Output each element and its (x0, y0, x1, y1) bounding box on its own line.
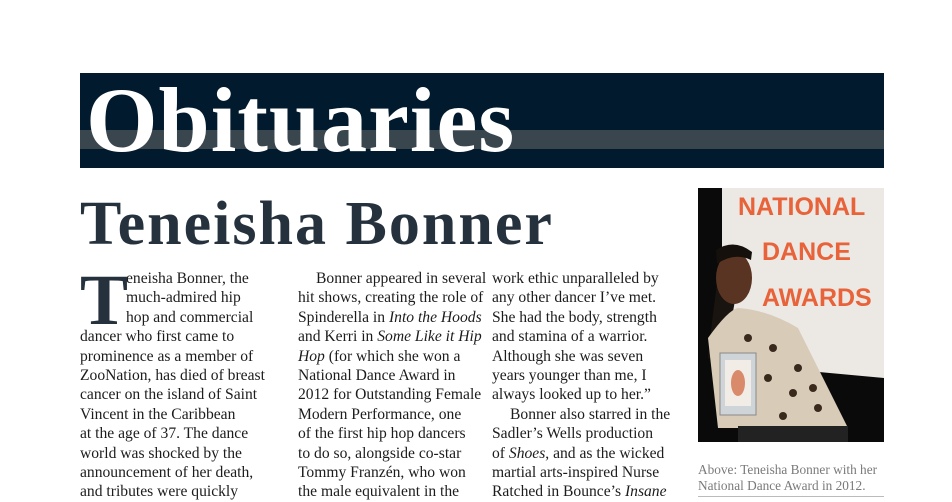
text-line (492, 482, 667, 501)
text-segment: announcement of her death, (80, 463, 254, 481)
text-segment: at the age of 37. The dance (80, 425, 249, 443)
text-segment: much-admired hip (126, 289, 241, 307)
text-segment: Tommy Franzén, who won (298, 463, 466, 481)
caption-divider (698, 496, 884, 497)
text-line (80, 463, 285, 482)
italic-title: Into the Hoods (388, 308, 482, 326)
text-line (80, 482, 285, 501)
text-line (298, 347, 473, 366)
text-segment: hit shows, creating the role of (298, 289, 484, 307)
text-segment: hop and commercial (126, 308, 254, 326)
text-line (492, 424, 667, 443)
text-line (80, 444, 285, 463)
text-line (492, 308, 667, 327)
italic-title: Hop (298, 347, 325, 365)
text-line (298, 405, 473, 424)
text-line (298, 385, 482, 404)
photo-caption: Above: Teneisha Bonner with her National Dance Award in 2012. (698, 462, 878, 493)
text-segment: 2012 for Outstanding Female (298, 386, 482, 404)
sign-text: DANCE (762, 238, 851, 266)
text-line (298, 308, 482, 327)
text-segment: Bonner also starred in the (510, 405, 671, 423)
section-banner (80, 73, 884, 168)
text-segment: Ratched in Bounce’s (492, 483, 625, 501)
sign-text: NATIONAL (738, 193, 866, 221)
text-line (80, 347, 285, 366)
text-segment: Spinderella in (298, 308, 389, 326)
text-segment: and Kerri in (298, 328, 378, 346)
text-segment: of (492, 444, 509, 462)
italic-title: Insane (624, 483, 667, 501)
text-segment: of the first hip hop dancers (298, 425, 466, 443)
text-segment: (for which she won a (324, 347, 461, 365)
text-segment: ZooNation, has died of breast (80, 366, 265, 384)
text-line (492, 269, 667, 288)
text-line (80, 308, 285, 327)
text-segment: always looked up to her.” (492, 386, 651, 404)
text-line (492, 288, 667, 307)
text-line (80, 385, 285, 404)
text-segment: Although she was seven (492, 347, 644, 365)
text-segment: work ethic unparalleled by (492, 270, 659, 287)
article-headline: Teneisha Bonner (80, 190, 554, 258)
text-segment: National Dance Award in (298, 366, 456, 384)
drop-cap: T (80, 260, 129, 340)
text-segment: Modern Performance, one (298, 405, 462, 423)
text-segment: any other dancer I’ve met. (492, 289, 657, 307)
text-line (492, 405, 671, 424)
text-line (298, 288, 484, 307)
section-title: Obituaries (86, 73, 516, 168)
text-line (298, 463, 473, 482)
text-line (492, 444, 667, 463)
text-line (492, 327, 667, 346)
text-line (80, 288, 285, 307)
text-line (80, 327, 285, 346)
text-line (492, 347, 667, 366)
text-segment: Vincent in the Caribbean (80, 405, 236, 423)
text-segment: cancer on the island of Saint (80, 386, 258, 404)
text-line (492, 366, 667, 385)
text-line (298, 424, 473, 443)
text-segment: She had the body, strength (492, 308, 657, 326)
article-column-2 (298, 269, 487, 502)
italic-title: Shoes (508, 444, 546, 462)
text-line (492, 385, 667, 404)
text-line (80, 424, 285, 443)
text-line (80, 269, 285, 288)
text-segment: the male equivalent in the (298, 483, 460, 501)
text-segment: to do so, alongside co-star (298, 444, 462, 462)
text-line (298, 327, 482, 346)
text-line (298, 366, 473, 385)
text-segment: martial arts-inspired Nurse (492, 463, 660, 481)
text-segment: Sadler’s Wells production (492, 425, 654, 443)
text-line (80, 405, 285, 424)
text-segment: and tributes were quickly (80, 483, 239, 501)
sign-text: AWARDS (762, 284, 872, 312)
article-column-3 (492, 269, 671, 502)
text-segment: Bonner appeared in several (316, 270, 487, 287)
text-segment: prominence as a member of (80, 347, 254, 365)
text-line (80, 366, 285, 385)
italic-title: Some Like it Hip (377, 328, 482, 346)
text-segment: , and as the wicked (545, 444, 665, 462)
article-photo (698, 188, 884, 442)
text-segment: and stamina of a warrior. (492, 328, 648, 346)
text-line (298, 269, 487, 288)
text-segment: eneisha Bonner, the (126, 270, 249, 287)
text-line (298, 444, 473, 463)
text-segment: dancer who first came to (80, 328, 235, 346)
article-column-1 (80, 260, 285, 502)
text-segment: world was shocked by the (80, 444, 242, 462)
text-line (298, 482, 473, 501)
text-segment: years younger than me, I (492, 366, 647, 384)
text-line (492, 463, 667, 482)
